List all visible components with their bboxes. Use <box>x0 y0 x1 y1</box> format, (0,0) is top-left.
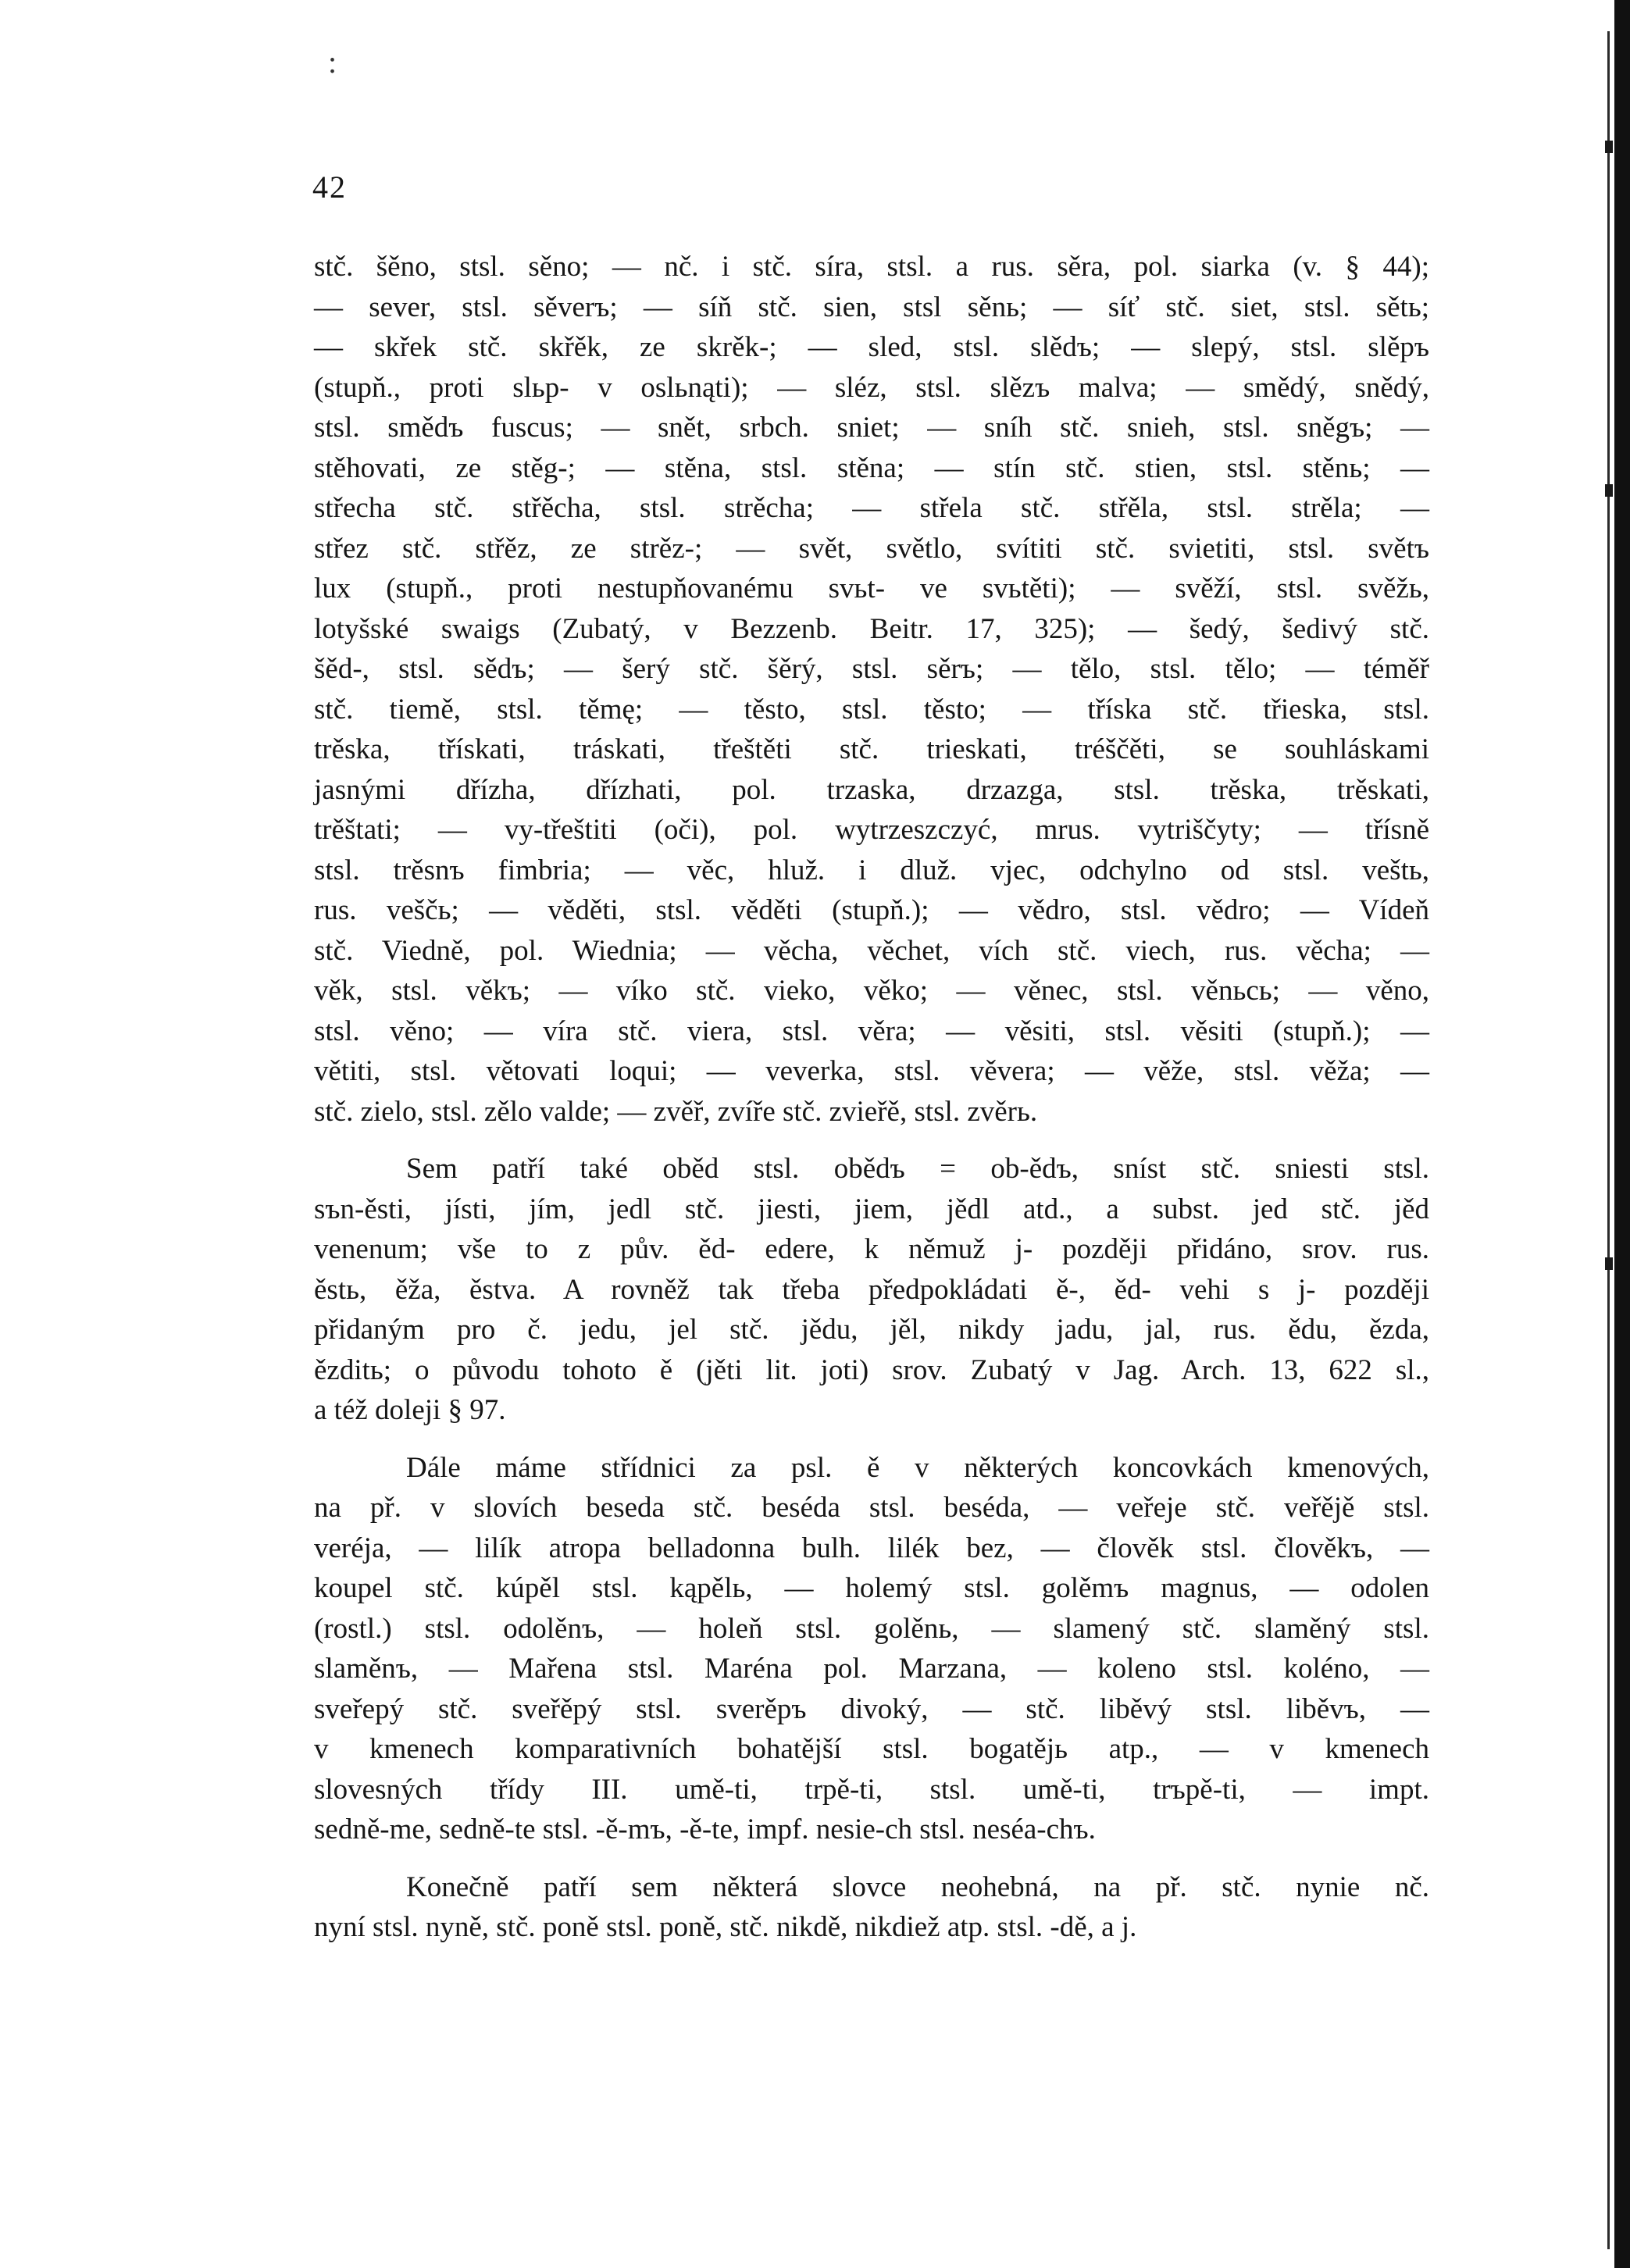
text-line: nyní stsl. nyně, stč. poně stsl. poně, stč. nikdě, nikdiež atp. stsl. -dě, a j. <box>314 1911 1137 1943</box>
paragraph-3 <box>314 1448 1429 1850</box>
text-line: stč. šěno, stsl. sěno; — nč. i stč. síra, stsl. a rus. sěra, pol. siarka (v. § 44); <box>314 251 1429 283</box>
text-line: (stupň., proti slьp- v oslьnąti); — sléz, stsl. slězъ malva; — smědý, snědý, <box>314 371 1429 404</box>
paragraph-2 <box>314 1149 1429 1431</box>
text-line: — sever, stsl. sěverъ; — síň stč. sien, stsl sěnь; — síť stč. siet, stsl. sětь; <box>314 291 1429 323</box>
text-line: — skřek stč. skřěk, ze skrěk-; — sled, stsl. slědъ; — slepý, stsl. slěpъ <box>314 331 1429 363</box>
paragraph-1 <box>314 247 1429 1132</box>
text-line: trěštati; — vy-třeštiti (oči), pol. wytrzeszczyć, mrus. vytriščyty; — třísně <box>314 814 1429 846</box>
text-line: věk, stsl. věkъ; — víko stč. vieko, věko; — věnec, stsl. věnьcь; — věno, <box>314 975 1429 1007</box>
binding-mark <box>1605 1257 1613 1270</box>
text-line: a též doleji § 97. <box>314 1394 506 1426</box>
text-line: stč. tiemě, stsl. těmę; — těsto, stsl. těsto; — tříska stč. třieska, stsl. <box>314 693 1429 726</box>
text-line: veréja, — lilík atropa belladonna bulh. lilék bez, — člověk stsl. člověkъ, — <box>314 1532 1429 1564</box>
page-edge <box>1614 0 1630 2268</box>
text-line: střecha stč. střěcha, stsl. strěcha; — střela stč. střěla, stsl. strěla; — <box>314 492 1429 524</box>
text-line: přidaným pro č. jedu, jel stč. jědu, jěl, nikdy jadu, jal, rus. ědu, ězda, <box>314 1314 1429 1346</box>
text-line: šěd-, stsl. sědъ; — šerý stč. šěrý, stsl. sěrъ; — tělo, stsl. tělo; — téměř <box>314 653 1429 685</box>
text-line: na př. v slovích beseda stč. beséda stsl. beséda, — veřeje stč. veřějě stsl. <box>314 1492 1429 1524</box>
text-line: Dále máme střídnici za psl. ě v některých koncovkách kmenových, <box>406 1451 1429 1484</box>
text-line: sъn-ěsti, jísti, jím, jedl stč. jiesti, jiem, jědl atd., a subst. jed stč. jěd <box>314 1193 1429 1225</box>
binding-mark <box>1605 484 1613 497</box>
text-line: (rostl.) stsl. odolěnъ, — holeň stsl. golěnь, — slamený stč. slaměný stsl. <box>314 1612 1429 1645</box>
text-line: střez stč. střěz, ze strěz-; — svět, světlo, svítiti stč. svietiti, stsl. světъ <box>314 532 1429 565</box>
text-line: stč. Viedně, pol. Wiednia; — věcha, věchet, vích stč. viech, rus. věcha; — <box>314 934 1429 967</box>
text-line: stsl. věno; — víra stč. viera, stsl. věra; — věsiti, stsl. věsiti (stupň.); — <box>314 1015 1429 1047</box>
text-line: ězditь; o původu tohoto ě (jěti lit. joti) srov. Zubatý v Jag. Arch. 13, 622 sl., <box>314 1353 1429 1386</box>
text-line: sveřepý stč. sveřěpý stsl. sverěpъ divoký, — stč. liběvý stsl. liběvъ, — <box>314 1692 1429 1725</box>
text-line: Konečně patří sem některá slovce neohebná, na př. stč. nynie nč. <box>406 1870 1429 1903</box>
text-line: stěhovati, ze stěg-; — stěna, stsl. stěna; — stín stč. stien, stsl. stěnь; — <box>314 451 1429 484</box>
text-line: Sem patří také oběd stsl. obědъ = ob-ědъ, sníst stč. sniesti stsl. <box>406 1153 1429 1185</box>
text-line: rus. veščь; — věděti, stsl. věděti (stupň.); — vědro, stsl. vědro; — Vídeň <box>314 894 1429 926</box>
text-line: trěska, třískati, tráskati, třeštěti stč. trieskati, tréščěti, se souhláskami <box>314 733 1429 765</box>
text-line: větiti, stsl. větovati loqui; — veverka, stsl. věvera; — věže, stsl. věža; — <box>314 1055 1429 1087</box>
body-text <box>314 247 1429 1948</box>
text-line: v kmenech komparativních bohatější stsl. bogatějь atp., — v kmenech <box>314 1733 1429 1765</box>
page-number: 42 <box>312 169 347 205</box>
stray-mark: : <box>328 45 337 80</box>
text-line: stsl. smědъ fuscus; — snět, srbch. sniet; — sníh stč. snieh, stsl. sněgъ; — <box>314 412 1429 444</box>
text-line: lux (stupň., proti nestupňovanému svьt- ve svьtěti); — svěží, stsl. svěžь, <box>314 572 1429 604</box>
text-line: ěstь, ěža, ěstva. A rovněž tak třeba předpokládati ě-, ěd- vehi s j- později <box>314 1273 1429 1306</box>
text-line: sedně-me, sedně-te stsl. -ě-mъ, -ě-te, impf. nesie-ch stsl. neséa-chъ. <box>314 1813 1096 1845</box>
text-line: jasnými dřízha, dřízhati, pol. trzaska, drzazga, stsl. trěska, trěskati, <box>314 773 1429 806</box>
binding-line <box>1607 31 1610 2249</box>
text-line: slovesných třídy III. umě-ti, trpě-ti, stsl. umě-ti, trъpě-ti, — impt. <box>314 1773 1429 1806</box>
binding-mark <box>1605 141 1613 153</box>
text-line: venenum; vše to z pův. ěd- edere, k němuž j- později přidáno, srov. rus. <box>314 1233 1429 1265</box>
text-line: stč. zielo, stsl. zělo valde; — zvěř, zvíře stč. zvieřě, stsl. zvěrь. <box>314 1095 1038 1128</box>
text-line: lotyšské swaigs (Zubatý, v Bezzenb. Beitr. 17, 325); — šedý, šedivý stč. <box>314 612 1429 645</box>
paragraph-4 <box>314 1867 1429 1948</box>
text-line: stsl. trěsnъ fimbria; — věc, hluž. i dluž. vjec, odchylno od stsl. veštь, <box>314 854 1429 886</box>
text-line: koupel stč. kúpěl stsl. kąpělь, — holemý stsl. golěmъ magnus, — odolen <box>314 1572 1429 1604</box>
text-line: slaměnъ, — Mařena stsl. Maréna pol. Marzana, — koleno stsl. koléno, — <box>314 1653 1429 1685</box>
